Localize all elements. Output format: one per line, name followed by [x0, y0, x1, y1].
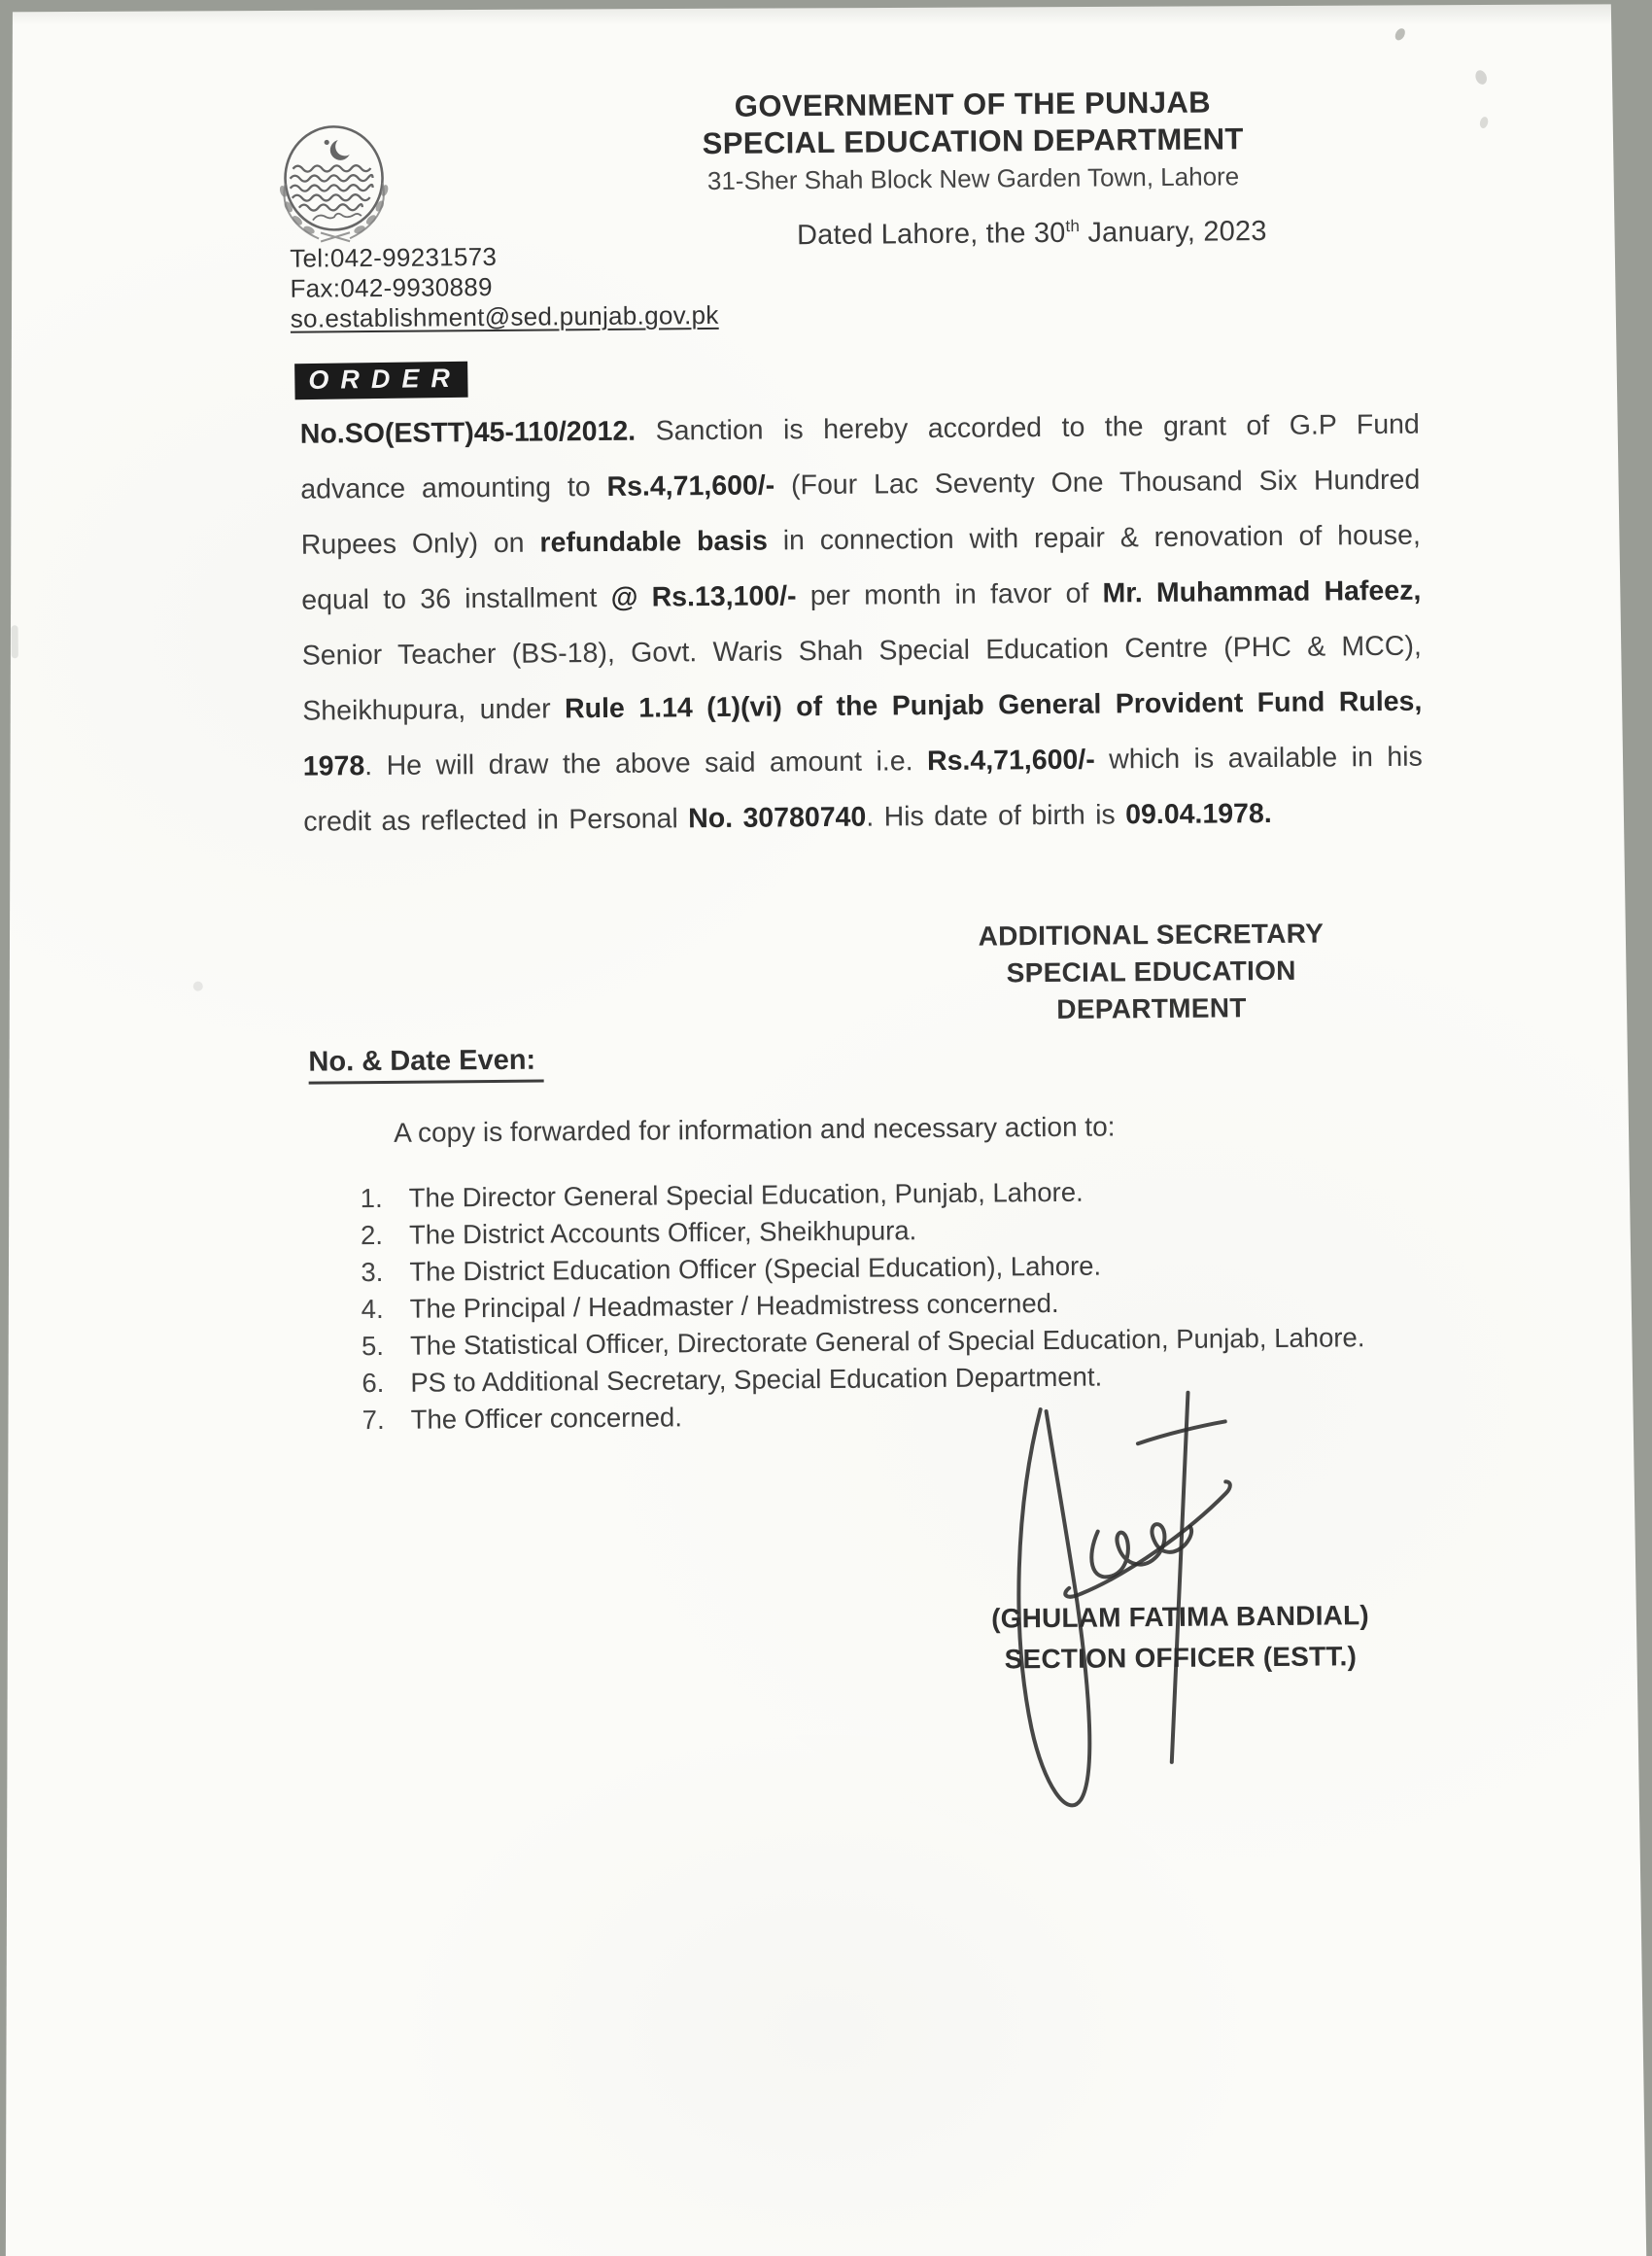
- contact-email: so.establishment@sed.punjab.gov.pk: [290, 299, 719, 333]
- dept-title-line1: GOVERNMENT OF THE PUNJAB: [734, 85, 1212, 123]
- signature-name: (GHULAM FATIMA BANDIAL): [990, 1600, 1369, 1634]
- order-heading: ORDER: [294, 362, 467, 399]
- signatory-line-1: ADDITIONAL SECRETARY: [978, 918, 1325, 952]
- contact-fax: Fax:042-9930889: [290, 271, 493, 303]
- date-ordinal: th: [1065, 217, 1081, 236]
- signature-title: SECTION OFFICER (ESTT.): [1004, 1641, 1358, 1675]
- cc-item: The Statistical Officer, Directorate General of Special Education, Punjab, Lahore.: [409, 1322, 1365, 1361]
- cc-item: PS to Additional Secretary, Special Education Department.: [410, 1361, 1103, 1398]
- contact-block: [290, 240, 719, 334]
- signatory-line-3: DEPARTMENT: [1056, 992, 1247, 1024]
- scan-speck: [193, 982, 203, 991]
- contact-tel: Tel:042-99231573: [290, 241, 498, 273]
- scan-speck: [1473, 69, 1489, 87]
- order-paragraph: No.SO(ESTT)45-110/2012. Sanction is hereby accorded to the grant of G.P Fund advance amounting to Rs.4,71,600/- (Four Lac Seventy One Thousand Six Hundred Rupees Only) on refundable basis in connection with repair & renovation of house, equal to 36 installment @ Rs.13,100/- per month in favor of Mr. Muhammad Hafeez, Senior Teacher (BS-18), Govt. Waris Shah Special Education Centre (PHC & MCC), Sheikhupura, under Rule 1.14 (1)(vi) of the Punjab General Provident Fund Rules, 1978. He will draw the above said amount i.e. Rs.4,71,600/- which is available in his credit as reflected in Personal No. 30780740. His date of birth is 09.04.1978.: [299, 408, 1423, 838]
- urdu-script-icon: [313, 214, 361, 221]
- star-icon: [325, 140, 329, 145]
- cc-list: [359, 1171, 1379, 1439]
- scan-speck: [12, 625, 18, 658]
- cc-item: The District Accounts Officer, Sheikhupura.: [408, 1215, 917, 1250]
- endorsement-heading: No. & Date Even:: [308, 1045, 543, 1085]
- cc-item: The Officer concerned.: [410, 1402, 683, 1435]
- cc-item: The Director General Special Education, Punjab, Lahore.: [408, 1176, 1084, 1213]
- dept-address: 31-Sher Shah Block New Garden Town, Lahore: [706, 161, 1240, 196]
- date-prefix: Dated Lahore, the 30: [796, 217, 1066, 252]
- date-suffix: January, 2023: [1079, 216, 1267, 249]
- punjab-crest-logo-icon: [269, 122, 398, 246]
- scan-speck: [1479, 116, 1490, 129]
- letterhead: [662, 84, 1285, 198]
- forward-note: A copy is forwarded for information and necessary action to:: [393, 1111, 1116, 1148]
- river-waves-icon: [290, 165, 372, 211]
- signatory-designation: [956, 915, 1346, 1028]
- dept-title-line2: SPECIAL EDUCATION DEPARTMENT: [702, 121, 1244, 161]
- signatory-line-2: SPECIAL EDUCATION: [1006, 954, 1296, 989]
- cc-item: The Principal / Headmaster / Headmistress concerned.: [409, 1287, 1059, 1324]
- date-line: [797, 216, 1267, 252]
- cc-item: The District Education Officer (Special Education), Lahore.: [409, 1250, 1102, 1287]
- signature-block: [985, 1595, 1375, 1680]
- scan-speck: [1394, 26, 1407, 42]
